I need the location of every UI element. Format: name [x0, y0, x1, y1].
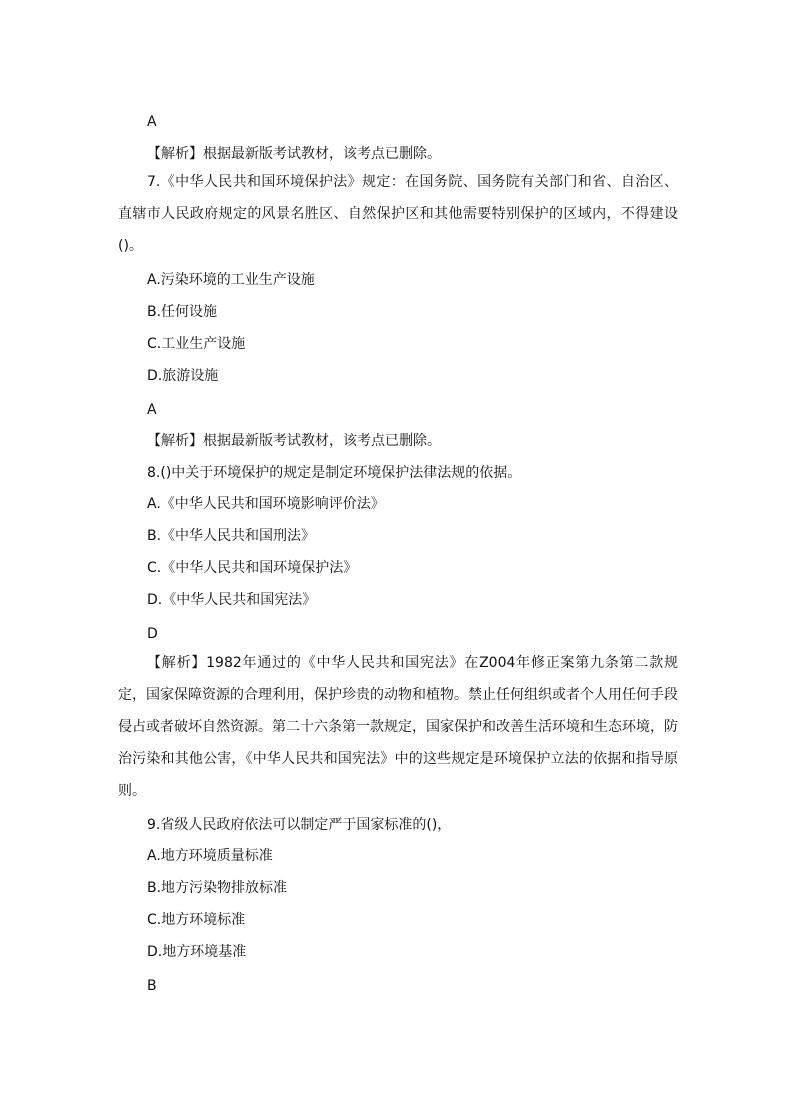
question-7-option-d: D.旅游设施	[147, 368, 219, 384]
question-8-option-a: A.《中华人民共和国环境影响评价法》	[147, 496, 385, 512]
question-8-option-b: B.《中华人民共和国刑法》	[147, 528, 316, 544]
question-9-option-b: B.地方污染物排放标准	[147, 880, 288, 896]
explanation-8: 【解析】1982年通过的《中华人民共和国宪法》在Z004年修正案第九条第二款规定，国家保障资源的合理利用，保护珍贵的动物和植物。禁止任何组织或者个人用任何手段侵占或者破坏自然资源。第二十六条第一款规定，国家保护和改善生活环境和生态环境，防治污染和其他公害，《中华人民共和国宪法》中的这些规定是环境保护立法的依据和指导原则。	[118, 655, 678, 799]
answer-6: A	[147, 114, 157, 130]
question-9-option-a: A.地方环境质量标准	[147, 848, 273, 864]
question-7: 7.《中华人民共和国环境保护法》规定：在国务院、国务院有关部门和省、自治区、直辖市人民政府规定的风景名胜区、自然保护区和其他需要特别保护的区域内，不得建设()。	[118, 174, 678, 254]
question-9-option-d: D.地方环境基准	[147, 944, 247, 960]
answer-8: D	[147, 626, 158, 642]
answer-7: A	[147, 402, 157, 418]
question-7-option-b: B.任何设施	[147, 304, 218, 320]
question-7-option-c: C.工业生产设施	[147, 336, 246, 352]
question-9-option-c: C.地方环境标准	[147, 912, 246, 928]
question-9: 9.省级人民政府依法可以制定严于国家标准的()，	[147, 817, 452, 833]
answer-9: B	[147, 978, 157, 994]
question-7-option-a: A.污染环境的工业生产设施	[147, 272, 315, 288]
explanation-6: 【解析】根据最新版考试教材，该考点已删除。	[147, 146, 441, 162]
question-8-option-c: C.《中华人民共和国环境保护法》	[147, 560, 358, 576]
explanation-7: 【解析】根据最新版考试教材，该考点已删除。	[147, 433, 441, 449]
question-8-option-d: D.《中华人民共和国宪法》	[147, 592, 317, 608]
question-8: 8.()中关于环境保护的规定是制定环境保护法律法规的依据。	[147, 465, 522, 481]
